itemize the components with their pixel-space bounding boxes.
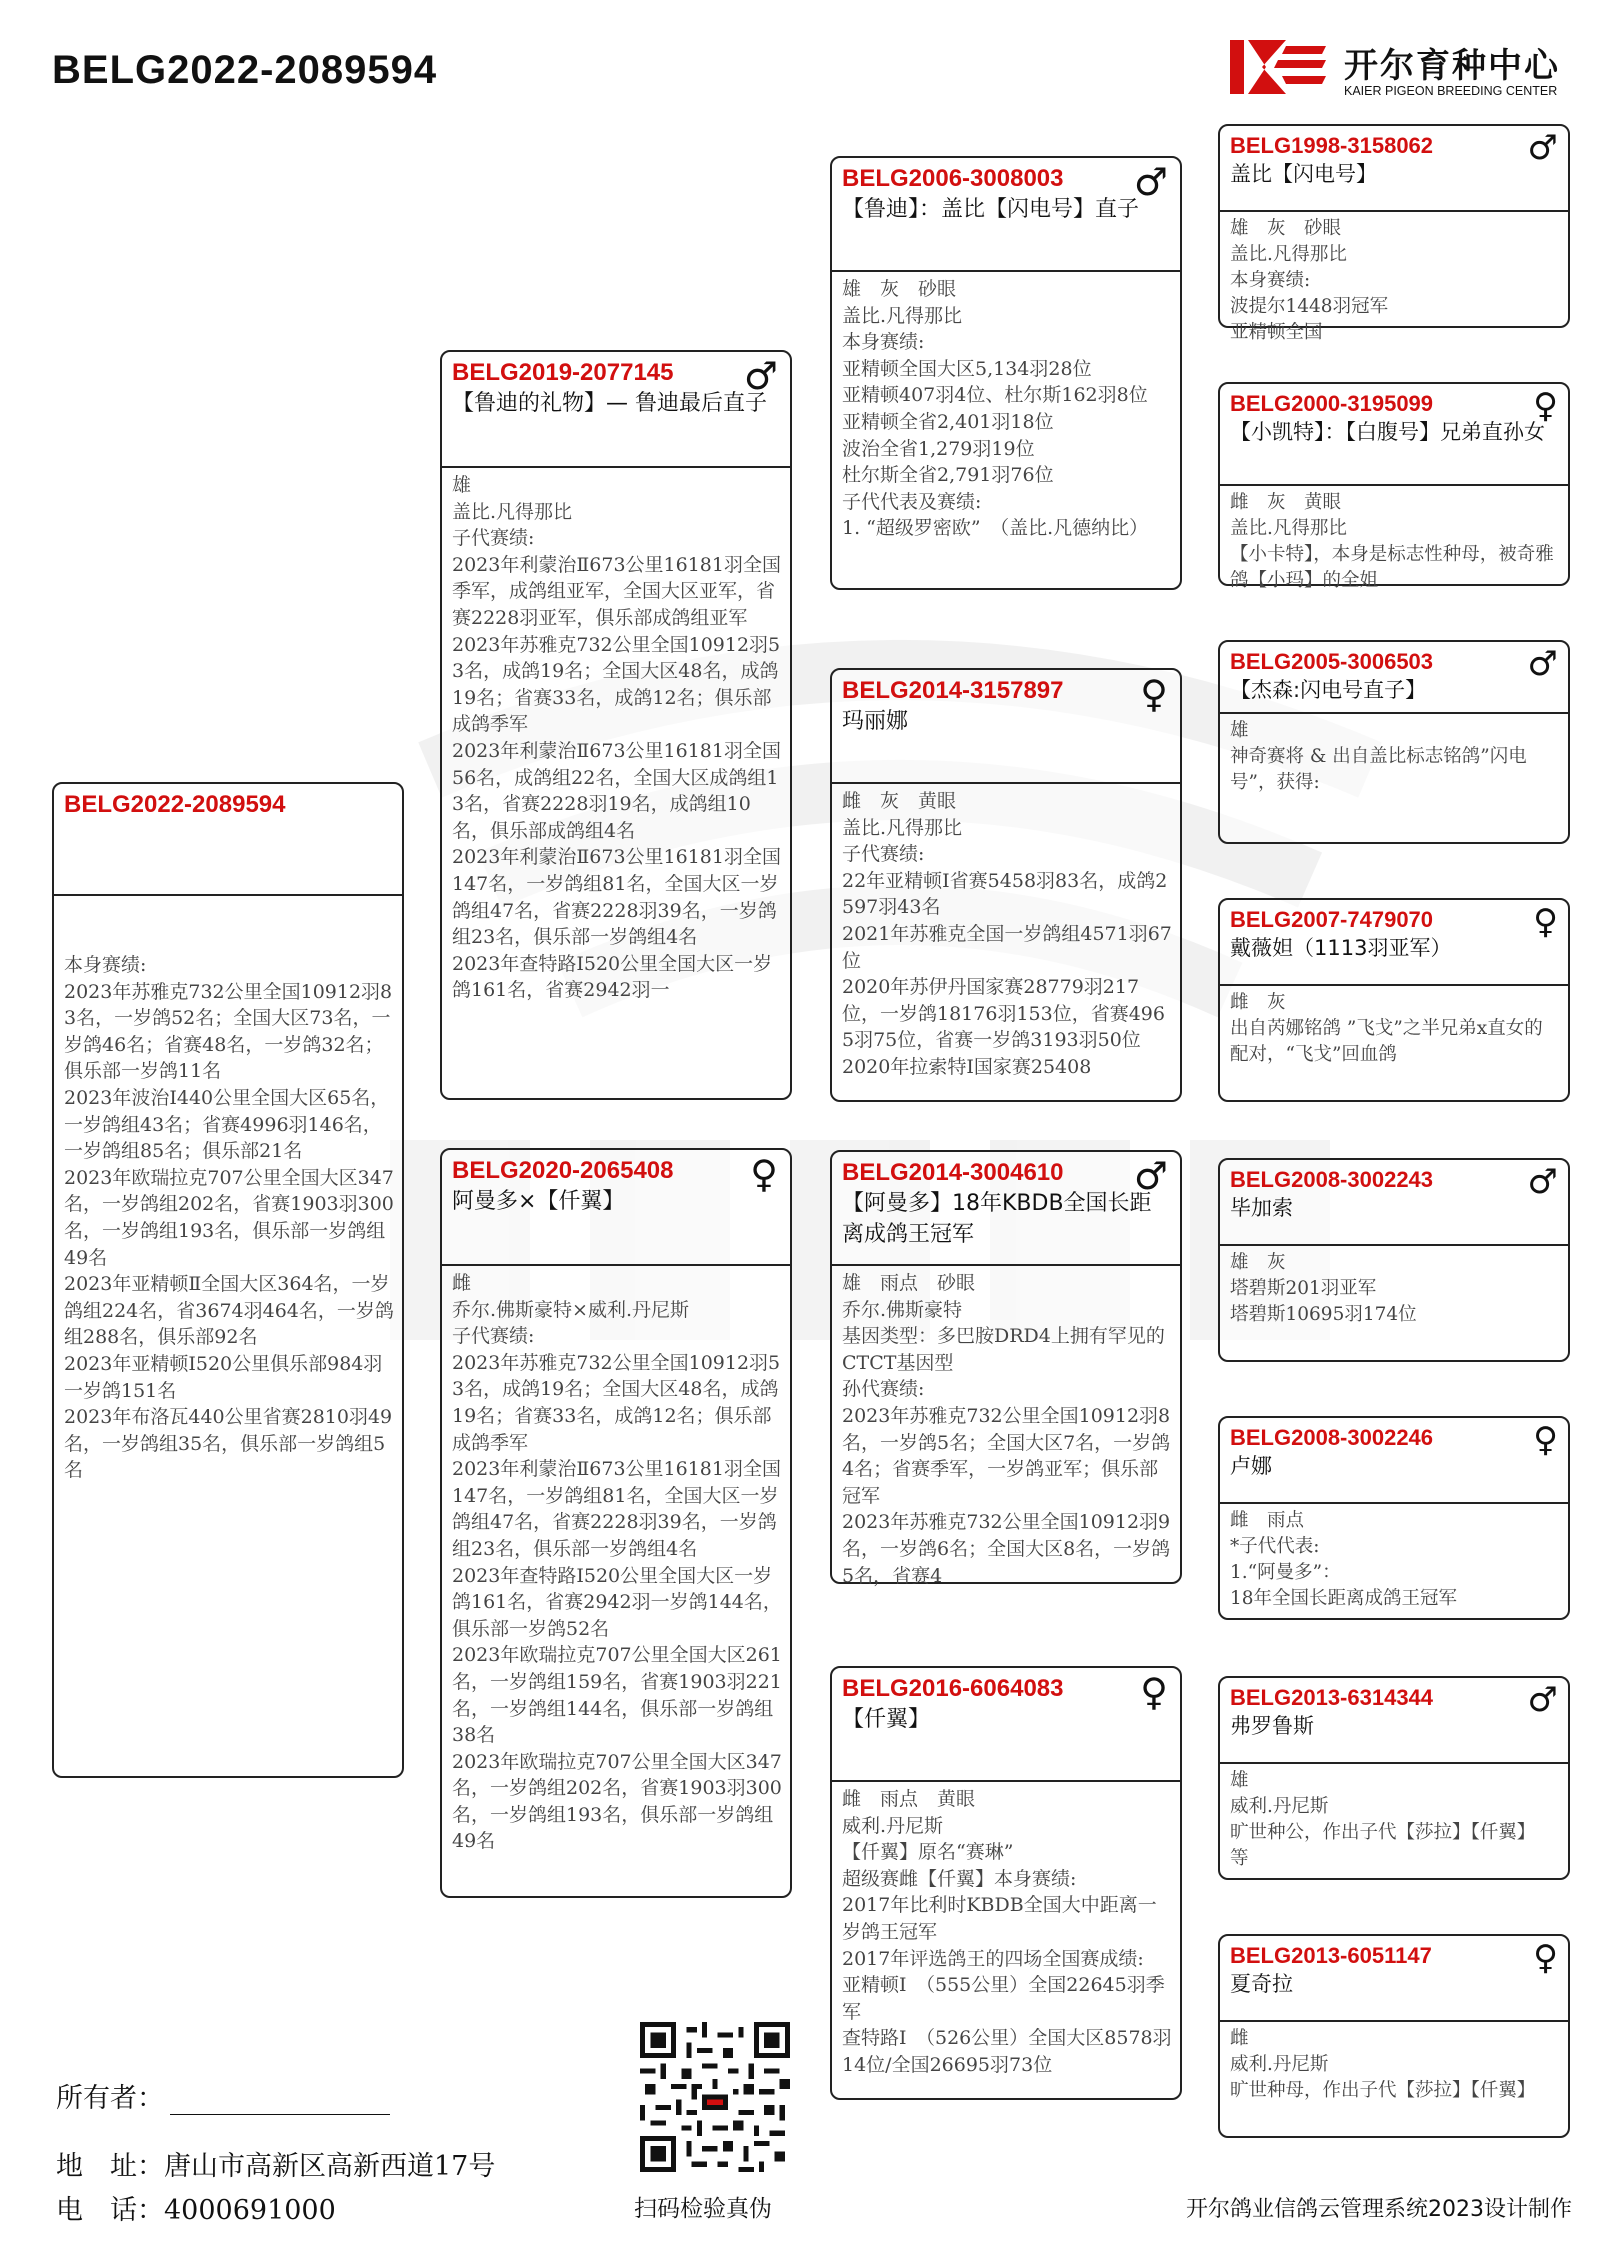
great-grandparent-card [1218, 382, 1570, 591]
female-symbol-icon: ♀ [1533, 902, 1558, 942]
pigeon-name: 卢娜 [1230, 1454, 1272, 1478]
record-line: 雌 雨点 [1230, 1510, 1305, 1531]
dam-card [440, 1148, 792, 1898]
owner-blank-line [170, 2088, 390, 2115]
pigeon-name: 戴薇妲（1113羽亚军） [1230, 936, 1452, 960]
page-title: BELG2022-2089594 [52, 48, 438, 92]
ring-number: BELG2020-2065408 [452, 1157, 674, 1184]
record-line: 威利.丹尼斯 [1230, 1796, 1329, 1817]
record-line: 亚精顿Ⅰ （555公里）全国22645羽季军 [842, 1974, 1165, 2023]
ring-number: BELG2005-3006503 [1230, 649, 1434, 674]
male-symbol-icon: ♂ [1133, 1154, 1168, 1198]
record-line: 波治全省1,279羽19位 [842, 437, 1035, 460]
record-line: 孙代赛绩: [842, 1378, 925, 1401]
record-line: 2023年欧瑞拉克707公里全国大区347名，一岁鸽组202名，省赛1903羽300名，一岁鸽组193名，俱乐部一岁鸽组49名 [452, 1750, 782, 1853]
pigeon-name: 夏奇拉 [1230, 1972, 1293, 1996]
record-line: 雌 灰 黄眼 [842, 790, 957, 812]
record-line: 雌 灰 [1230, 992, 1286, 1013]
record-line: 2023年苏雅克732公里全国10912羽53名，成鸽19名；全国大区48名，成鸽19名；省赛33名，成鸽12名；俱乐部成鸽季军 [452, 633, 781, 736]
record-line: 威利.丹尼斯 [1230, 2054, 1329, 2075]
pigeon-name: 弗罗鲁斯 [1230, 1714, 1314, 1738]
great-grandparent-card [1218, 124, 1570, 343]
female-symbol-icon: ♀ [1140, 672, 1168, 716]
record-line: 2023年利蒙治Ⅱ673公里16181羽全国季军，成鸽组亚军，全国大区亚军，省赛2228羽亚军，俱乐部成鸽组亚军 [452, 553, 781, 629]
record-line: 2023年利蒙治Ⅱ673公里16181羽全国147名，一岁鸽组81名，全国大区一岁鸽组47名，省赛2228羽39名，一岁鸽组23名，俱乐部一岁鸽组4名 [452, 1458, 781, 1560]
phone-label: 电 话： [56, 2195, 164, 2226]
ring-number: BELG1998-3158062 [1230, 133, 1434, 158]
ring-number: BELG2022-2089594 [64, 791, 286, 818]
record-line: 2023年查特路Ⅰ520公里全国大区一岁鸽161名，省赛2942羽一岁鸽144名，俱乐部一岁鸽52名 [452, 1564, 782, 1640]
record-line: 18年全国长距离成鸽王冠军 [1230, 1588, 1458, 1609]
brand-name-en: KAIER PIGEON BREEDING CENTER [1344, 84, 1558, 98]
record-line: 亚精顿全国大区5,134羽28位 [842, 357, 1092, 380]
record-line: 2020年苏伊丹国家赛28779羽217位，一岁鸽18176羽153位，省赛4965羽75位，省赛一岁鸽3193羽50位 [842, 976, 1165, 1052]
record-line: 塔碧斯10695羽174位 [1230, 1304, 1417, 1325]
record-line: 本身赛绩: [64, 954, 147, 976]
record-line: 雌 雨点 黄眼 [842, 1788, 976, 1810]
record-line: 子代赛绩: [452, 527, 535, 550]
granddam-maternal-card [830, 1666, 1182, 2100]
record-line: 2023年欧瑞拉克707公里全国大区347名，一岁鸽组202名，省赛1903羽300名，一岁鸽组193名，俱乐部一岁鸽组49名 [64, 1166, 394, 1269]
pigeon-name: 【鲁迪的礼物】— 鲁迪最后直子 [452, 391, 767, 416]
record-line: 2023年苏雅克732公里全国10912羽9名，一岁鸽6名；全国大区8名，一岁鸽5名，省赛4 [842, 1511, 1171, 1587]
female-symbol-icon: ♀ [1533, 1420, 1558, 1460]
address-label: 地 址： [56, 2151, 164, 2182]
record-line: 雌 [1230, 2028, 1249, 2049]
great-grandparent-card [1218, 1934, 1570, 2138]
male-symbol-icon: ♂ [1133, 160, 1168, 204]
record-line: 乔尔.佛斯豪特 [842, 1298, 963, 1321]
great-grandparent-card [1218, 898, 1570, 1102]
male-symbol-icon: ♂ [1527, 1162, 1558, 1202]
record-line: 乔尔.佛斯豪特×威利.丹尼斯 [452, 1298, 689, 1321]
record-line: 旷世种公，作出子代【莎拉】【仟翼】 [1230, 1822, 1536, 1843]
record-line: 2023年亚精顿Ⅰ520公里俱乐部984羽一岁鸽151名 [64, 1352, 383, 1402]
record-line: 本身赛绩: [1230, 270, 1311, 291]
record-line: 2023年亚精顿Ⅱ全国大区364名，一岁鸽组224名，省3674羽464名，一岁鸽组288名，俱乐部92名 [64, 1273, 394, 1349]
record-line: 雄 雨点 砂眼 [842, 1272, 976, 1294]
ring-number: BELG2000-3195099 [1230, 391, 1434, 416]
brand-logo [1226, 36, 1586, 106]
ring-number: BELG2013-6314344 [1230, 1685, 1434, 1710]
record-line: 本身赛绩: [842, 331, 925, 354]
record-line: 出自芮娜铭鸽 ”飞戈”之半兄弟x直女的配对，“飞戈”回血鸽 [1230, 1018, 1543, 1065]
male-symbol-icon: ♂ [1527, 128, 1558, 168]
record-line: 盖比.凡得那比 [1230, 244, 1347, 265]
record-line: 雄 灰 砂眼 [842, 278, 957, 300]
record-line: 盖比.凡得那比 [1230, 518, 1347, 539]
ring-number: BELG2006-3008003 [842, 165, 1064, 192]
grandsire-maternal-card [830, 1150, 1182, 1587]
record-line: 子代代表及赛绩: [842, 490, 982, 513]
ring-number: BELG2013-6051147 [1230, 1943, 1432, 1968]
pigeon-name: 【仟翼】 [842, 1707, 931, 1732]
record-line: 2020年拉索特Ⅰ国家赛25408 [842, 1055, 1092, 1078]
record-line: 雄 灰 [1230, 1252, 1286, 1273]
subject-card [52, 782, 404, 1778]
record-line: 2023年波治Ⅰ440公里全国大区65名，一岁鸽组43名；省赛4996羽146名，一岁鸽组85名；俱乐部21名 [64, 1086, 390, 1163]
record-line: 波提尔1448羽冠军 [1230, 296, 1389, 317]
kaier-logo-icon [1226, 36, 1330, 98]
record-line: 神奇赛将 & 出自盖比标志铭鸽”闪电号”，获得: [1230, 746, 1527, 793]
record-line: 亚精顿全国 [1230, 322, 1323, 343]
male-symbol-icon: ♂ [1527, 644, 1558, 684]
record-line: 盖比.凡得那比 [452, 500, 573, 523]
sire-card [440, 350, 792, 1100]
record-line: 雌 灰 黄眼 [1230, 492, 1342, 513]
record-line: 2021年苏雅克全国一岁鸽组4571羽67位 [842, 922, 1172, 972]
ring-number: BELG2019-2077145 [452, 359, 674, 386]
record-line: 1.“阿曼多”： [1230, 1562, 1341, 1583]
record-line: 杜尔斯全省2,791羽76位 [842, 464, 1054, 487]
owner-row [56, 2076, 390, 2115]
female-symbol-icon: ♀ [1140, 1670, 1168, 1714]
record-line: 2017年比利时KBDB全国大中距离一岁鸽王冠军 [842, 1894, 1157, 1943]
record-line: 2023年查特路Ⅰ520公里全国大区一岁鸽161名，省赛2942羽一 [452, 952, 773, 1002]
pigeon-name: 【阿曼多】18年KBDB全国长距离成鸽王冠军 [842, 1191, 1152, 1247]
pigeon-name: 阿曼多×【仟翼】 [452, 1189, 625, 1214]
record-line: 2023年欧瑞拉克707公里全国大区261名，一岁鸽组159名，省赛1903羽221名，一岁鸽组144名，俱乐部一岁鸽组38名 [452, 1644, 782, 1747]
record-line: 1. “超级罗密欧” （盖比.凡德纳比） [842, 517, 1149, 540]
female-symbol-icon: ♀ [750, 1152, 778, 1196]
address-row [56, 2144, 495, 2183]
granddam-paternal-card [830, 668, 1182, 1102]
great-grandparent-card [1218, 640, 1570, 844]
record-line: 2023年苏雅克732公里全国10912羽53名，成鸽19名；全国大区48名，成鸽19名；省赛33名，成鸽12名；俱乐部成鸽季军 [452, 1351, 781, 1454]
male-symbol-icon: ♂ [1527, 1680, 1558, 1720]
female-symbol-icon: ♀ [1533, 386, 1558, 426]
record-line: 雄 灰 砂眼 [1230, 218, 1342, 239]
record-line: *子代代表: [1230, 1536, 1320, 1557]
record-line: 超级赛雌【仟翼】本身赛绩: [842, 1867, 1077, 1890]
phone-value: 4000691000 [164, 2195, 336, 2226]
record-line: 子代赛绩: [842, 843, 925, 866]
pigeon-name: 毕加索 [1230, 1196, 1293, 1220]
record-line: 2017年评选鸽王的四场全国赛成绩: [842, 1947, 1144, 1970]
pigeon-name: 盖比【闪电号】 [1230, 162, 1377, 186]
system-credit: 开尔鸽业信鸽云管理系统2023设计制作 [1186, 2197, 1572, 2222]
grandsire-paternal-card [830, 156, 1182, 590]
ring-number: BELG2016-6064083 [842, 1675, 1064, 1702]
pigeon-name: 【杰森:闪电号直子】 [1230, 678, 1427, 702]
record-line: 雄 [452, 474, 472, 496]
phone-row [56, 2188, 336, 2227]
record-line: 基因类型：多巴胺DRD4上拥有罕见的CTCT基因型 [842, 1325, 1165, 1374]
female-symbol-icon: ♀ [1533, 1938, 1558, 1978]
record-line: 盖比.凡得那比 [842, 304, 963, 327]
record-line: 2023年利蒙治Ⅱ673公里16181羽全国147名，一岁鸽组81名，全国大区一岁鸽组47名，省赛2228羽39名，一岁鸽组23名，俱乐部一岁鸽组4名 [452, 846, 781, 949]
address-value: 唐山市高新区高新西道17号 [164, 2151, 496, 2182]
record-line: 2023年利蒙治Ⅱ673公里16181羽全国56名，成鸽组22名，全国大区成鸽组13名，省赛2228羽19名，成鸽组10名，俱乐部成鸽组4名 [452, 739, 781, 842]
record-line: 亚精顿全省2,401羽18位 [842, 410, 1054, 433]
record-line: 塔碧斯201羽亚军 [1230, 1278, 1377, 1299]
owner-label: 所有者： [56, 2083, 164, 2114]
record-line: 【仟翼】原名“赛琳” [842, 1841, 1014, 1864]
ring-number: BELG2007-7479070 [1230, 907, 1434, 932]
pigeon-name: 【鲁迪】：盖比【闪电号】直子 [842, 197, 1140, 222]
ring-number: BELG2008-3002243 [1230, 1167, 1434, 1192]
male-symbol-icon: ♂ [743, 354, 778, 398]
record-line: 等 [1230, 1848, 1249, 1869]
record-line: 雄 [1230, 720, 1249, 741]
ring-number: BELG2008-3002246 [1230, 1425, 1434, 1450]
record-line: 22年亚精顿Ⅰ省赛5458羽83名，成鸽2597羽43名 [842, 869, 1168, 919]
qr-code-icon[interactable] [640, 2022, 790, 2172]
pigeon-name: 玛丽娜 [842, 709, 909, 734]
ring-number: BELG2014-3004610 [842, 1159, 1064, 1186]
great-grandparent-card [1218, 1676, 1570, 1880]
record-line: 查特路Ⅰ （526公里）全国大区8578羽14位/全国26695羽73位 [842, 2027, 1172, 2076]
qr-caption: 扫码检验真伪 [634, 2196, 772, 2222]
record-line: 子代赛绩: [452, 1325, 535, 1348]
brand-name-cn: 开尔育种中心 [1344, 46, 1560, 86]
great-grandparent-card [1218, 1158, 1570, 1362]
record-line: 盖比.凡得那比 [842, 816, 963, 839]
record-line: 2023年苏雅克732公里全国10912羽83名，一岁鸽52名；全国大区73名，一岁鸽46名；省赛48名，一岁鸽32名；俱乐部一岁鸽11名 [64, 980, 393, 1083]
record-line: 【小卡特】，本身是标志性种母，被奇雅鸽【小玛】的全姐 [1230, 544, 1554, 591]
record-line: 2023年布洛瓦440公里省赛2810羽49名，一岁鸽组35名，俱乐部一岁鸽组5名 [64, 1406, 393, 1482]
record-line: 2023年苏雅克732公里全国10912羽8名，一岁鸽5名；全国大区7名，一岁鸽4名；省赛季军，一岁鸽亚军；俱乐部冠军 [842, 1404, 1171, 1507]
record-line: 亚精顿407羽4位、杜尔斯162羽8位 [842, 384, 1148, 407]
record-line: 雌 [452, 1272, 472, 1294]
record-line: 威利.丹尼斯 [842, 1814, 944, 1837]
ring-number: BELG2014-3157897 [842, 677, 1064, 704]
pigeon-name: 【小凯特】：【白腹号】兄弟直孙女 [1230, 420, 1545, 444]
great-grandparent-card [1218, 1416, 1570, 1620]
record-line: 雄 [1230, 1770, 1249, 1791]
record-line: 旷世种母，作出子代【莎拉】【仟翼】 [1230, 2080, 1536, 2101]
